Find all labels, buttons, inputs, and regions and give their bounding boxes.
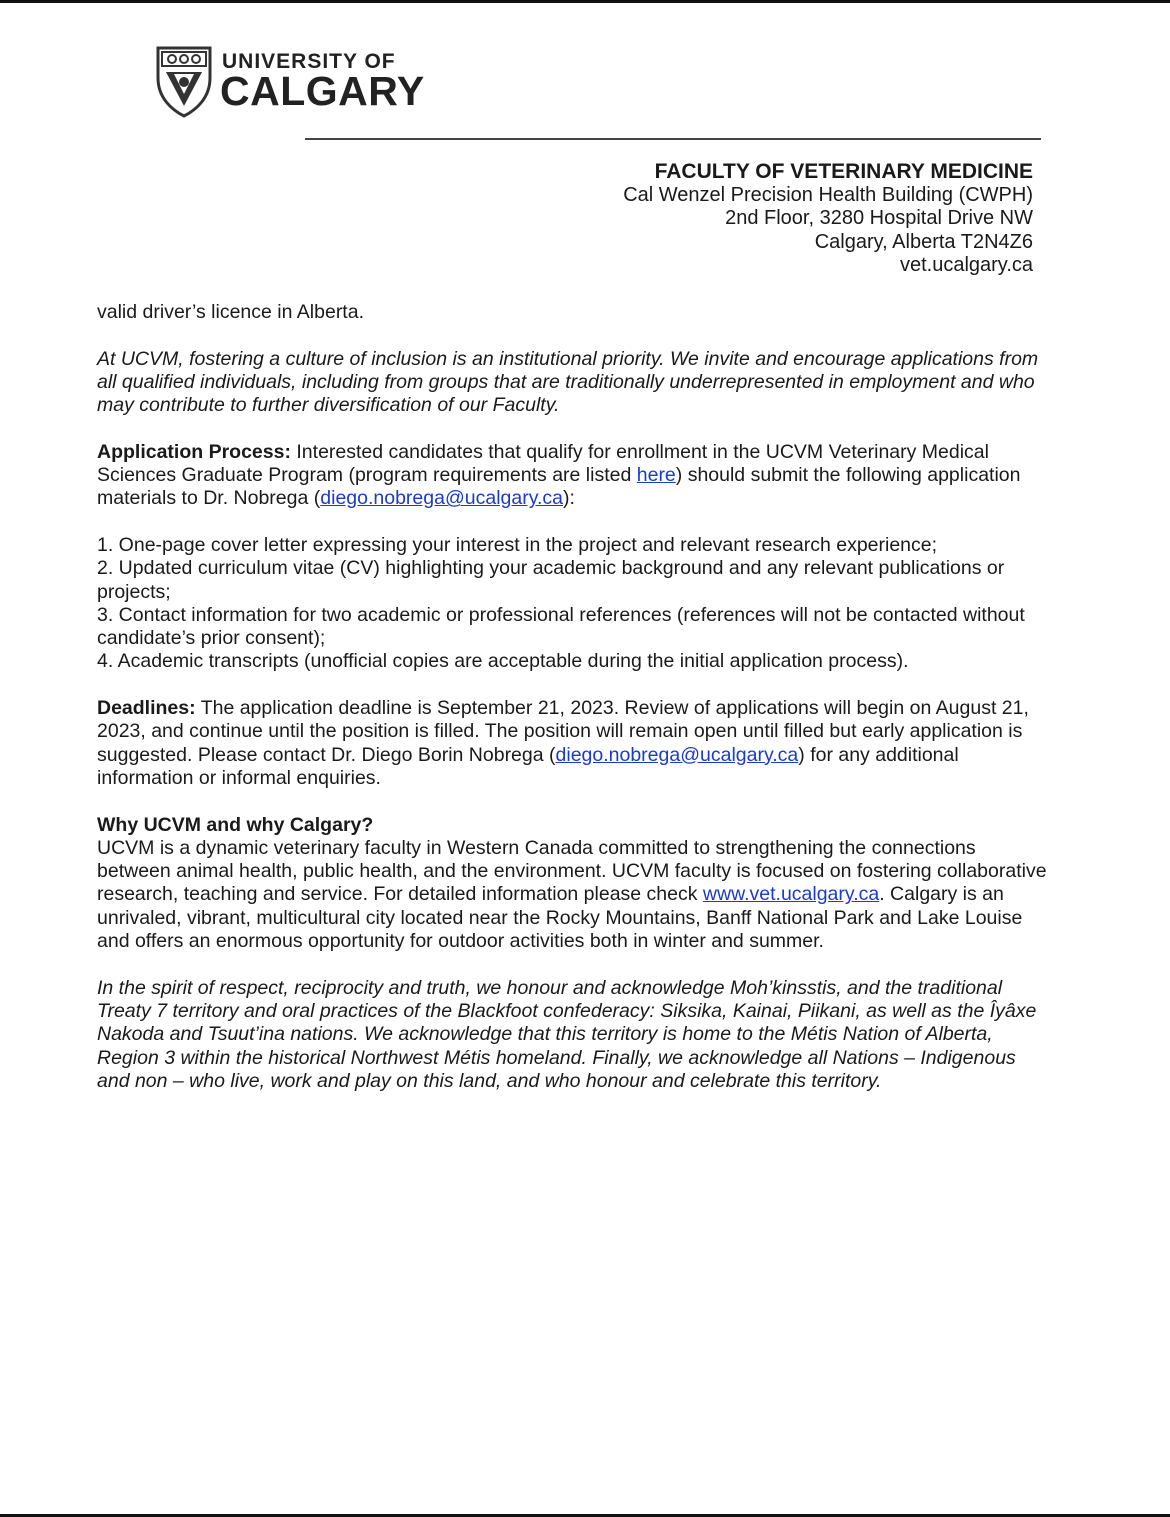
- top-border: [0, 0, 1170, 3]
- list-item: 1. One-page cover letter expressing your interest in the project and relevant research experience;: [97, 533, 938, 556]
- email-link[interactable]: diego.nobrega@ucalgary.ca: [555, 743, 799, 766]
- materials-list: [97, 534, 1047, 674]
- header-divider: [305, 138, 1041, 140]
- inclusion-statement: At UCVM, fostering a culture of inclusion is an institutional priority. We invite and encourage applications from all qualified individuals, including from groups that are traditionally underrepresented in employment and who may contribute to further diversification of our Faculty.: [97, 347, 1039, 417]
- program-requirements-link[interactable]: here: [636, 464, 676, 487]
- logo-line-2: CALGARY: [220, 68, 425, 114]
- faculty-name: FACULTY OF VETERINARY MEDICINE: [654, 160, 1033, 183]
- street-address: 2nd Floor, 3280 Hospital Drive NW: [725, 207, 1033, 229]
- list-item: 2. Updated curriculum vitae (CV) highlighting your academic background and any relevant publications or projects;: [97, 557, 1005, 603]
- faculty-website: vet.ucalgary.ca: [899, 254, 1033, 276]
- list-item: 4. Academic transcripts (unofficial copies are acceptable during the initial application process).: [97, 650, 909, 673]
- logo-line-1: UNIVERSITY OF: [222, 50, 396, 73]
- email-link[interactable]: diego.nobrega@ucalgary.ca: [320, 487, 564, 510]
- why-heading: Why UCVM and why Calgary?: [97, 813, 374, 836]
- website-link[interactable]: www.vet.ucalgary.ca: [702, 883, 880, 906]
- licence-line: valid driver’s licence in Alberta.: [97, 301, 364, 323]
- land-acknowledgement: In the spirit of respect, reciprocity and truth, we honour and acknowledge Moh’kinsstis, and the traditional Treaty 7 territory and oral practices of the Blackfoot confederacy: Siksika, Kainai, Piikani, as well as the Îyâxe Nakoda and Tsuut’ina nations. We acknowledge that this territory is home to the Métis Nation of Alberta, Region 3 within the historical Northwest Métis homeland. Finally, we acknowledge all Nations – Indigenous and non – who live, work and play on this land, and who honour and celebrate this territory.: [97, 976, 1037, 1092]
- application-heading: Application Process:: [97, 440, 291, 463]
- deadlines-paragraph: Deadlines: The application deadline is September 21, 2023. Review of applications will begin on August 21, 2023, and continue until the position is filled. The position will remain open until filled but early application is suggested. Please contact Dr. Diego Borin Nobrega (diego.nobrega@ucalgary.ca) for any additional information or informal enquiries.: [97, 697, 1029, 789]
- deadlines-heading: Deadlines:: [97, 697, 196, 720]
- faculty-address: [623, 160, 1033, 278]
- why-ucvm-section: Why UCVM and why Calgary? UCVM is a dynamic veterinary faculty in Western Canada committed to strengthening the connections between animal health, public health, and the environment. UCVM faculty is focused on fostering collaborative research, teaching and service. For detailed information please check www.vet.ucalgary.ca. Calgary is an unrivaled, vibrant, multicultural city located near the Rocky Mountains, Banff National Park and Lake Louise and offers an enormous opportunity for outdoor activities both in winter and summer.: [97, 813, 1047, 953]
- building-name: Cal Wenzel Precision Health Building (CWPH): [623, 183, 1033, 206]
- list-item: 3. Contact information for two academic or professional references (references will not be contacted without candidate’s prior consent);: [97, 603, 1025, 650]
- university-logo: [154, 44, 434, 120]
- city-address: Calgary, Alberta T2N4Z6: [814, 230, 1033, 253]
- letter-body: [97, 301, 1047, 1116]
- application-process: Application Process: Interested candidates that qualify for enrollment in the UCVM Veterinary Medical Sciences Graduate Program (program requirements are listed here) should submit the following application materials to Dr. Nobrega (diego.nobrega@ucalgary.ca):: [97, 440, 1021, 510]
- crest-icon: [154, 44, 214, 118]
